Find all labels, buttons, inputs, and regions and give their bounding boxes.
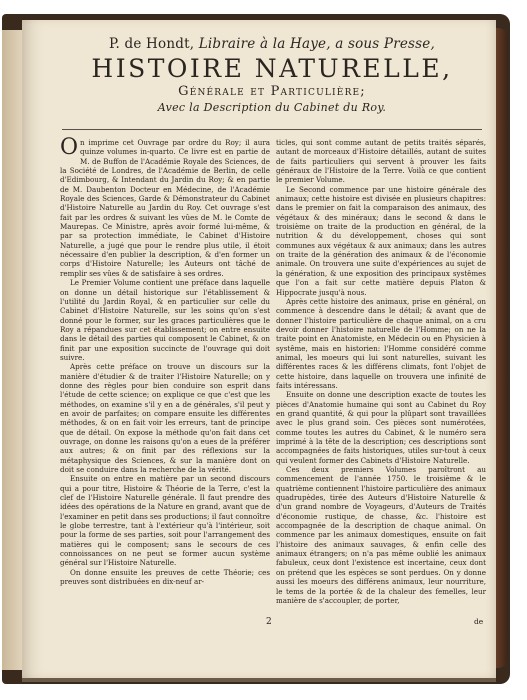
page-subtitle [52, 84, 492, 99]
paragraph [60, 135, 270, 278]
paragraph: Le Premier Volume contient une préface dans laquelle on donne un détail historique sur l'établissement & l'utilité du Jardin Royal, & en particulier sur celle du Cabinet d'Histoire Naturelle, sur les soins qu'on s'est donné pour le former, sur les graces particulières que le Roy a répandues sur cet établissement; on entre ensuite dans le détail des parties qui composent le Cabinet, & on finit par une exposition succincte de l'ouvrage qui doit suivre. [60, 278, 270, 362]
catchword: de [474, 617, 484, 626]
right-column [276, 138, 486, 605]
book-page [22, 20, 496, 678]
drop-cap: O [60, 135, 79, 160]
paragraph: Après cette préface on trouve un discours sur la manière d'étudier & de traiter l'Histoire Naturelle; on y donne des règles pour bien conduire son esprit dans l'étude de cette science; on explique ce que c'est que les méthodes, on examine s'il y en a de générales, s'il peut y en avoir de parfaites; on compare ensuite les différentes méthodes, & on en fait voir les erreurs, tant de principe que de détail. On expose la méthode qu'on fait dans cet ouvrage, on donne les raisons qu'on a eues de la préférer aux autres; & on finit par des réflexions sur la métaphysique des Sciences, & sur la manière dont on doit se conduire dans la recherche de la vérité. [60, 362, 270, 475]
paragraph: Ces deux premiers Volumes paroîtront au commencement de l'année 1750. le troisième & le quatrième contiennent l'histoire particulière des animaux quadrupèdes, tirée des Auteurs d'Histoire Naturelle & d'un grand nombre de Voyageurs, d'Auteurs de Traités d'économie rustique, de chasse, &c. l'histoire est accompagnée de la description de chaque animal. On commence par les animaux domestiques, ensuite on fait l'histoire des animaux sauvages, & enfin celle des animaux étrangers; on n'a pas même oublié les animaux fabuleux, ceux dont l'existence est incertaine, ceux dont on prétend que les espèces se sont perdues. On y donne aussi les moeurs des différens animaux, leur nourriture, le tems de la portée & de la chaleur des femelles, leur manière de s'accoupler, de porter, [276, 465, 486, 605]
subtitle-italic: Avec la Description du Cabinet du Roy. [157, 101, 387, 114]
paragraph: Ensuite on donne une description exacte de toutes les pièces d'Anatomie humaine qui sont au Cabinet du Roy en grand quantité, & qui pour la plûpart sont travaillées avec le plus grand soin. Ces pièces sont numérotées, comme toutes les autres du Cabinet, & le numéro sera imprimé à la tête de la description; ces descriptions sont accompagnées de faits historiques, utiles sur-tout à ceux qui veulent former des Cabinets d'Histoire Naturelle. [276, 390, 486, 465]
paragraph-text: n imprime cet Ouvrage par ordre du Roy; il aura quinze volumes in-quarto. Ce livre est en partie de M. de Buffon de l'Académie Royale des Sciences, de la Société de Londres, de l'Académie de Berlin, de celle d'Edimbourg, & Intendant du Jardin du Roy; & en partie de M. Daubenton Docteur en Médecine, de l'Académie Royale des Sciences, Garde & Démonstrateur du Cabinet d'Histoire Naturelle au Jardin du Roy. Cet ouvrage s'est fait par les ordres & suivant les vûes de M. le Comte de Maurepas. Ce Ministre, après avoir formé lui-même, & par sa protection immédiate, le Cabinet d'Histoire Naturelle, a jugé que pour le rendre plus utile, il étoit nécessaire d'en publier la description, & d'en former un corps d'Histoire Naturelle; les Auteurs ont tâché de remplir ses vûes & de satisfaire à ses ordres. [60, 138, 270, 278]
paragraph: Le Second commence par une histoire générale des animaux; cette histoire est divisée en plusieurs chapitres: dans le premier on fait la comparaison des animaux, des végétaux & des minéraux; dans le second & dans le troisième on traite de la production en général, de la nutrition & du développement, choses qui sont communes aux végétaux & aux animaux; dans les autres on traite de la génération des animaux & de l'économie animale. On trouvera une suite d'expériences au sujet de la génération, & une exposition des principaux systêmes que l'on a fait sur cette matière depuis Platon & Hippocrate jusqu'à nous. [276, 184, 486, 297]
paragraph: Ensuite on entre en matière par un second discours qui a pour titre, Histoire & Théorie de la Terre, c'est la clef de l'Histoire Naturelle générale. Il faut prendre des idées des opérations de la Nature en grand, avant que de l'examiner en petit dans ses productions; il faut connoître le globe terrestre, tant à l'extérieur qu'à l'intérieur, soit pour la forme de ses parties, soit pour l'arrangement des matières qui le composent; sans le secours de ces connoissances on ne peut se former aucun système général sur l'Histoire Naturelle. [60, 474, 270, 568]
paragraph: ticles, qui sont comme autant de petits traités séparés, autant de morceaux d'Histoire détaillés, autant de suites de faits particuliers qui servent à prouver les faits généraux de l'Histoire de la Terre. Voilà ce que contient le premier Volume. [276, 138, 486, 185]
signature-mark: 2 [266, 617, 272, 627]
paragraph: On donne ensuite les preuves de cette Théorie; ces preuves sont distribuées en dix-neuf ar- [60, 567, 270, 587]
publisher-line [52, 36, 492, 52]
page-title: HISTOIRE NATURELLE, [91, 54, 453, 83]
publisher-name: P. de Hondt, [109, 36, 199, 52]
page-subtitle-2 [52, 100, 492, 115]
subtitle-main: Générale et Particulière; [178, 84, 366, 99]
page-header [52, 36, 492, 115]
publisher-location: Libraire à la Haye, a sous Presse, [198, 36, 435, 52]
left-column [60, 135, 270, 587]
header-rule [62, 129, 482, 130]
paragraph: Après cette histoire des animaux, prise en général, on commence à descendre dans le détail; & avant que de donner l'histoire particulière de chaque animal, on a cru devoir donner l'histoire naturelle de l'Homme; on ne la traite point en Anatomiste, en Médecin ou en Physicien à systême, mais en historien: l'Homme considéré comme animal, les moeurs qui lui sont naturelles, suivant les différentes races & les différens climats, font l'objet de cette histoire, dans laquelle on trouvera une infinité de faits intéressans. [276, 296, 486, 390]
